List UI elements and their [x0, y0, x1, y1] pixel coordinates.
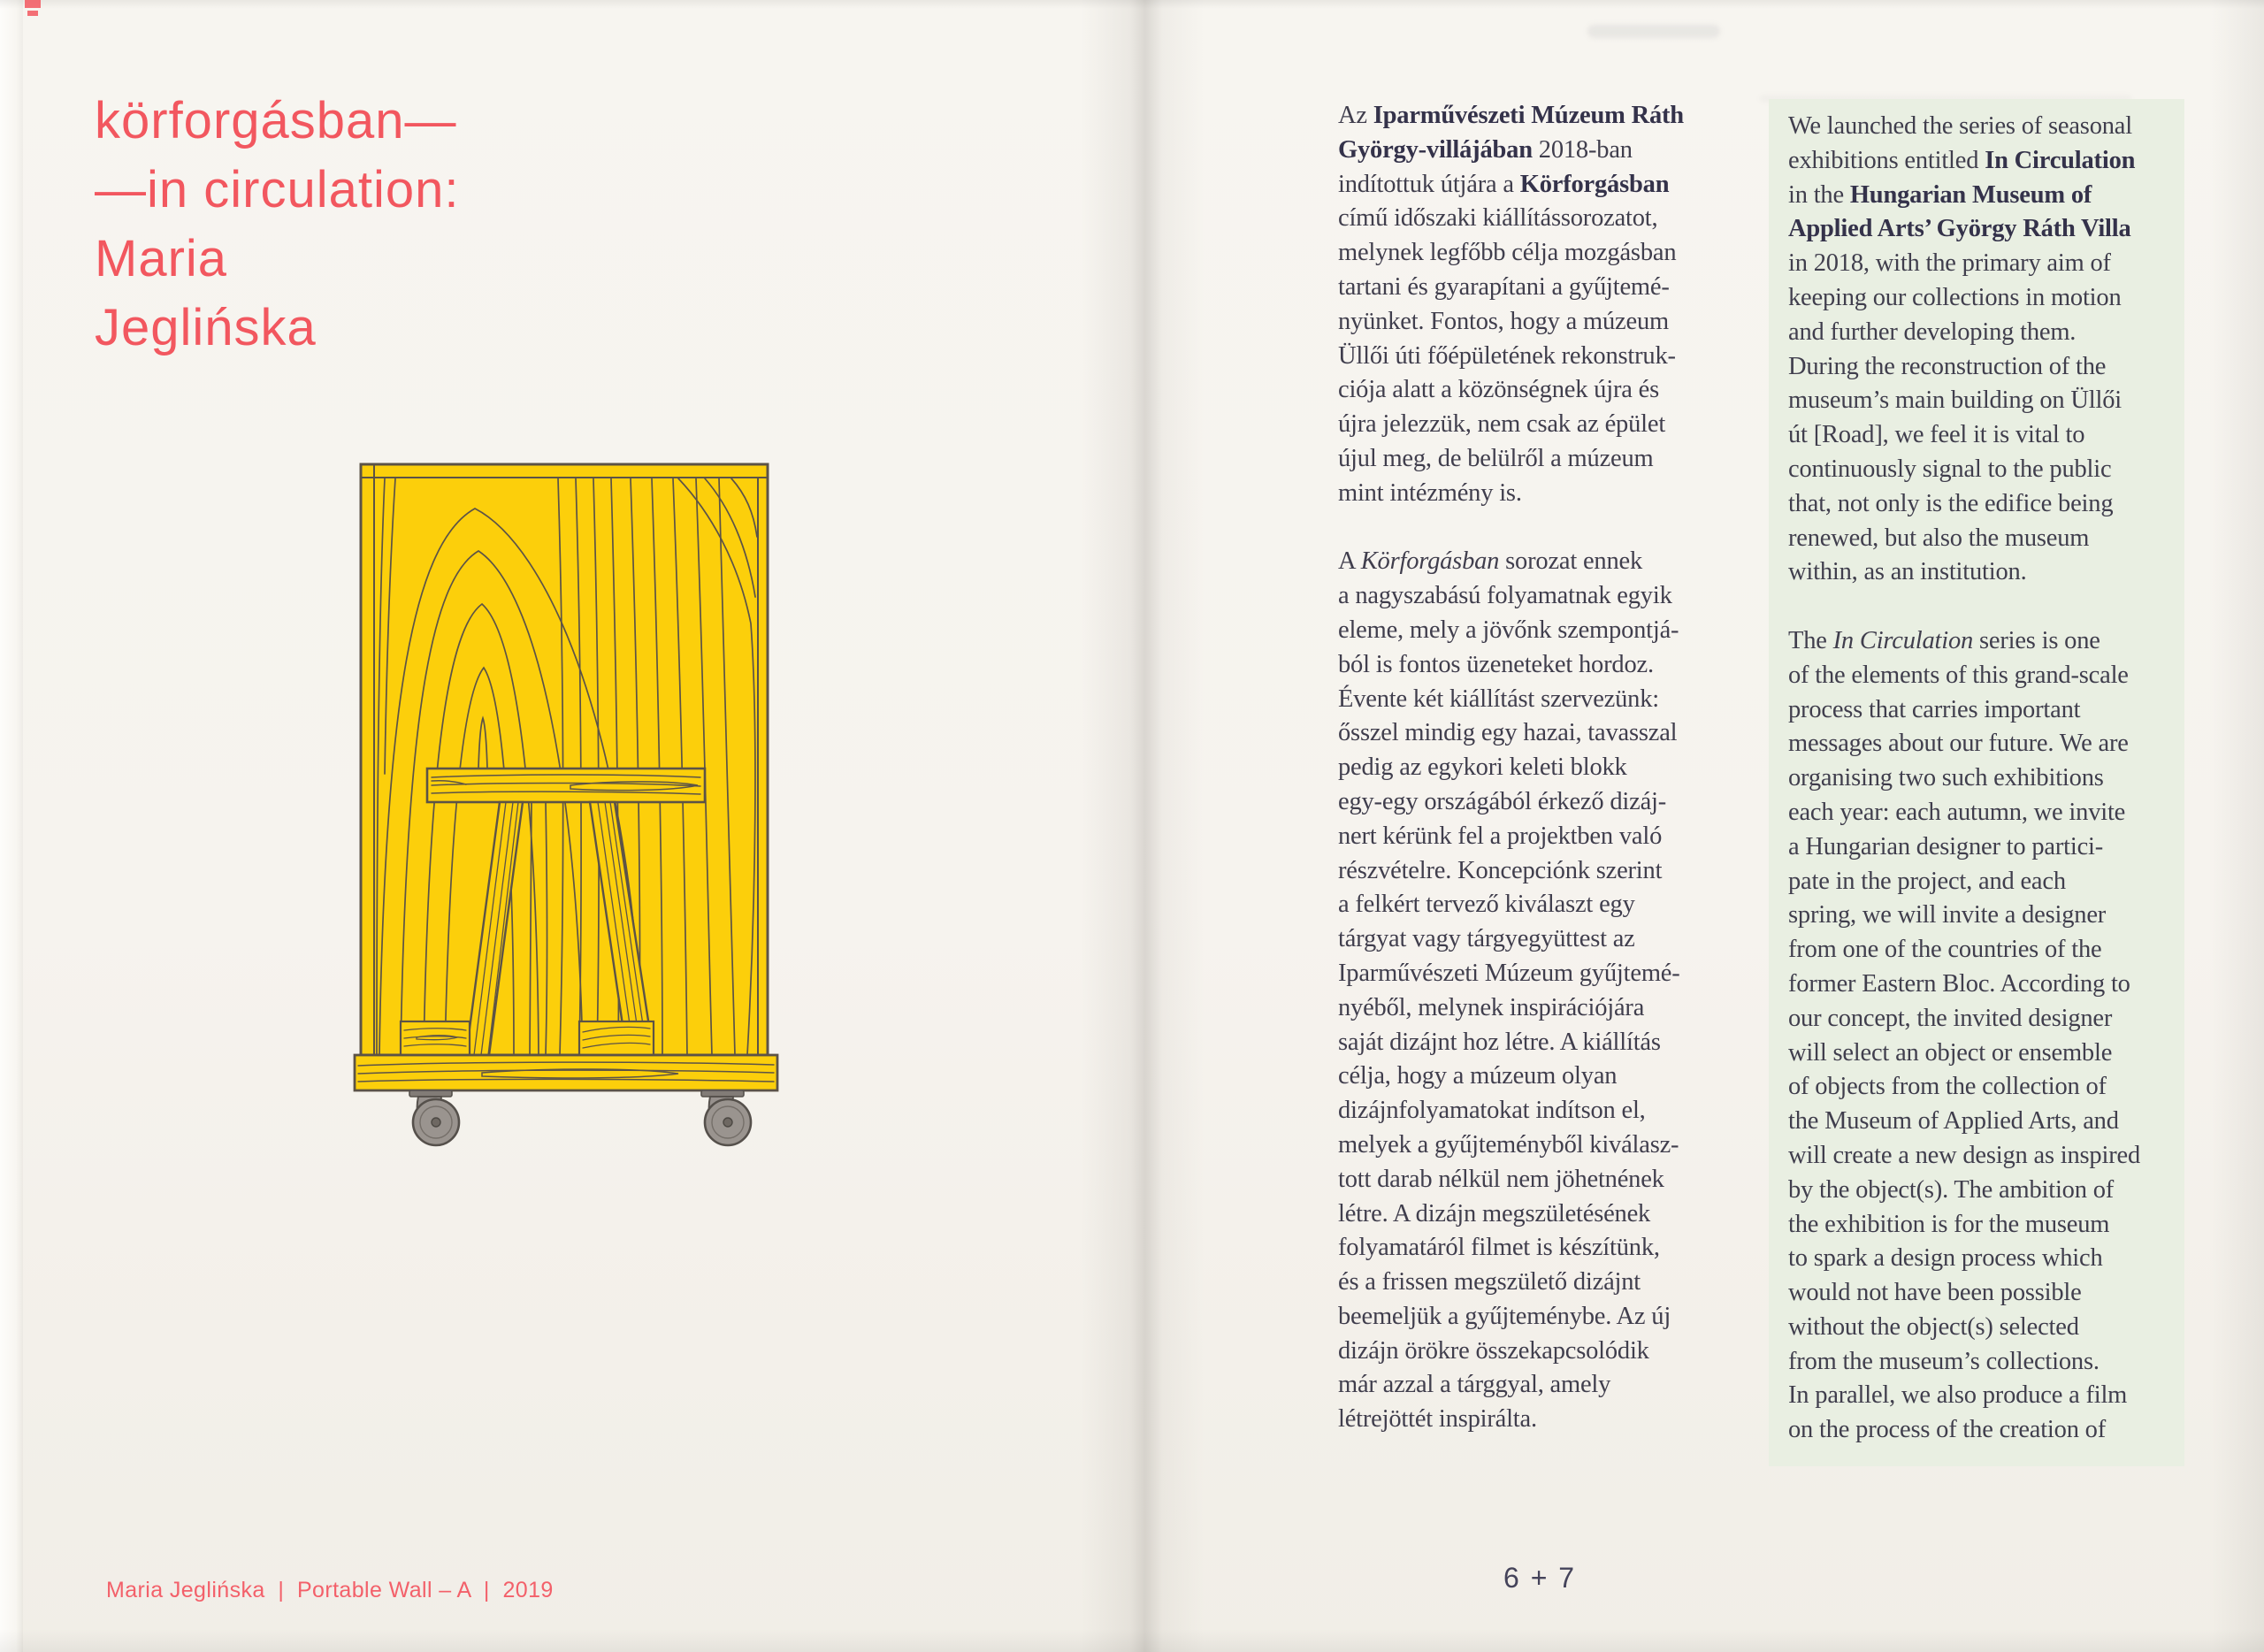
right-page-edge — [2211, 0, 2264, 1652]
book-gutter-shadow — [1081, 0, 1205, 1652]
left-page-edge — [0, 0, 23, 1652]
portable-wall-illustration — [349, 455, 783, 1154]
english-column: We launched the series of seasonal exhibitions entitled In Circulation in the Hungarian Museum of Applied Arts’ György Ráth Villa in 2018, with the primary aim of keeping our collections in motion and further developing them. During the reconstruction of the museum’s main building on Üllői út [Road], we feel it is vital to continuously signal to the public that, not only is the edifice being renewed, but also the museum within, as an institution. The In Circulation series is one of the elements of this grand-scale process that carries important messages about our future. We are organising two such exhibitions each year: each autumn, we invite a Hungarian designer to partici- pate in the project, and each spring, we will invite a designer from one of the countries of the former Eastern Bloc. According to our concept, the invited designer will select an object or ensemble of objects from the collection of the Museum of Applied Arts, and will create a new design as inspired by the object(s). The ambition of the exhibition is for the museum to spark a design process which would not have been possible without the object(s) selected from the museum’s collections. In parallel, we also produce a film on the process of the creation of — [1788, 112, 2140, 1444]
bottom-scan-edge — [0, 1629, 2264, 1652]
top-scan-edge — [0, 0, 2264, 9]
page-number: 6 + 7 — [1503, 1562, 1577, 1594]
hungarian-column: Az Iparművészeti Múzeum Ráth György-villájában 2018-ban indítottuk útjára a Körforgásban című időszaki kiállítássorozatot, melynek legfőbb célja mozgásban tartani és gyarapítani a gyűjtemé- nyünket. Fontos, hogy a múzeum Üllői úti főépületének rekonstruk- ciója alatt a közönségnek újra és újra jelezzük, nem csak az épület újul meg, de belülről a múzeum mint intézmény is. A Körforgásban sorozat ennek a nagyszabású folyamatnak egyik eleme, mely a jövőnk szempontjá- ból is fontos üzeneteket hordoz. Évente két kiállítást szervezünk: ősszel mindig egy hazai, tavasszal pedig az egykori keleti blokk egy-egy országából érkező dizáj- nert kérünk fel a projektben való részvételre. Koncepciónk szerint a felkért tervező kiválaszt egy tárgyat vagy tárgyegyüttest az Iparművészeti Múzeum gyűjtemé- nyéből, melynek inspirációjára saját dizájnt hoz létre. A kiállítás célja, hogy a múzeum olyan dizájnfolyamatokat indítson el, melyek a gyűjteményből kiválasz- tott darab nélkül nem jöhetnének létre. A dizájn megszületésének folyamatáról filmet is készítünk, és a frissen megszülető dizájnt beemeljük a gyűjteménybe. Az új dizájn örökre összekapcsolódik már azzal a tárggyal, amely létrejöttét inspirálta. — [1338, 102, 1684, 1434]
title-line: körforgásban— — [95, 92, 457, 149]
caption: Maria Jeglińska | Portable Wall – A | 2019 — [106, 1578, 554, 1602]
show-through-smudge — [1587, 25, 1720, 38]
title-line: Jeglińska — [95, 299, 317, 356]
page-title — [95, 87, 459, 363]
bleed-mark — [25, 0, 41, 8]
caster-wheel-right — [701, 1090, 751, 1145]
title-line: Maria — [95, 230, 228, 287]
title-line: —in circulation: — [95, 161, 460, 218]
caster-wheel-left — [409, 1090, 459, 1145]
bleed-mark — [27, 11, 38, 16]
